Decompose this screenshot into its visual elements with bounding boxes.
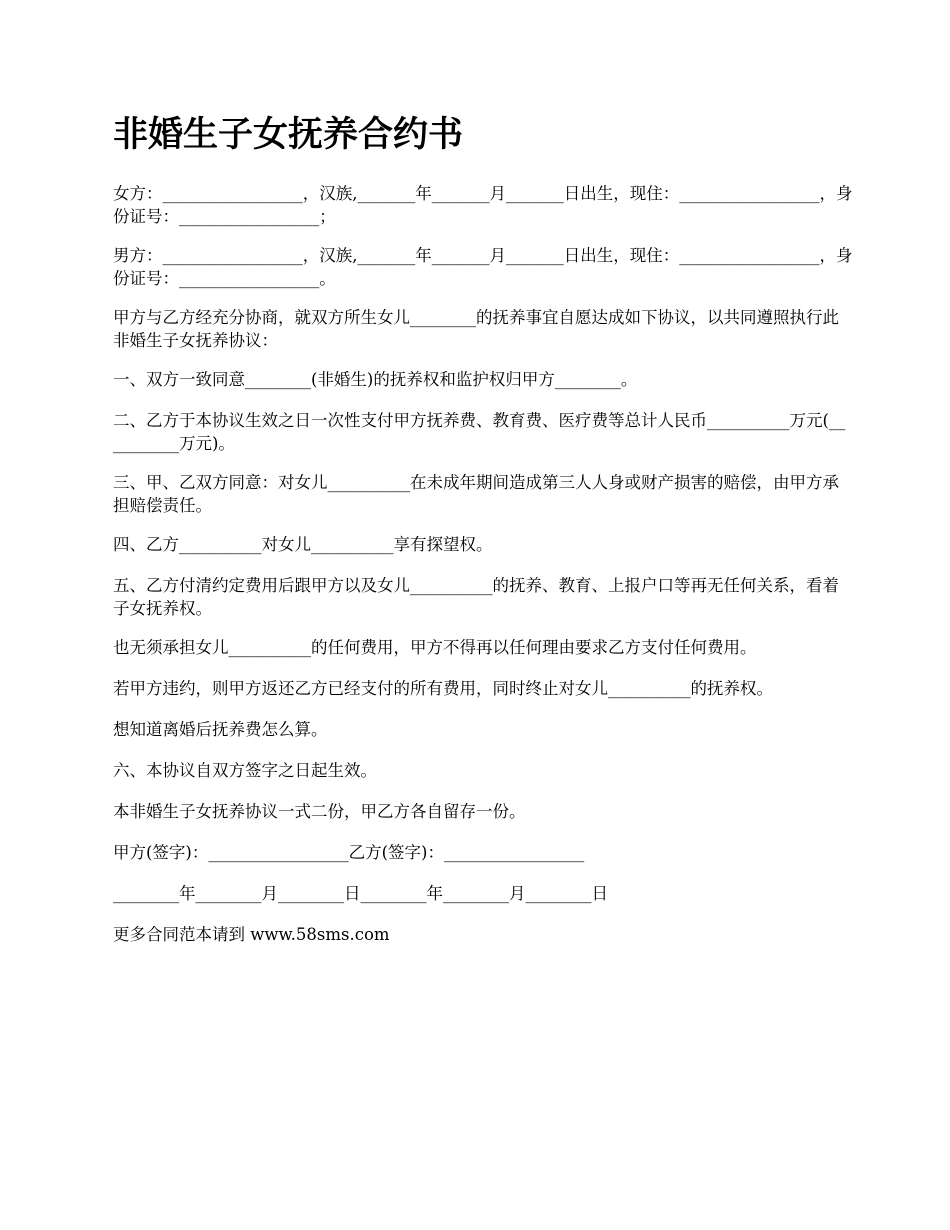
signature-line: 甲方(签字)：_________________乙方(签字)：_________________ xyxy=(113,843,585,862)
clause-4: 四、乙方__________对女儿__________享有探望权。 xyxy=(113,535,493,554)
clause-3: 三、甲、乙双方同意：对女儿__________在未成年期间造成第三人人身或财产损害的赔偿，由甲方承担赔偿责任。 xyxy=(113,473,839,515)
note-line: 想知道离婚后抚养费怎么算。 xyxy=(113,720,328,739)
clause-5: 五、乙方付清约定费用后跟甲方以及女儿__________的抚养、教育、上报户口等再无任何关系，看着子女抚养权。 xyxy=(113,576,839,618)
party-female-info: 女方：_________________，汉族,_______年_______月_______日出生，现住：_________________，身份证号：_________________； xyxy=(113,184,853,226)
clause-2: 二、乙方于本协议生效之日一次性支付甲方抚养费、教育费、医疗费等总计人民币__________万元(__________万元)。 xyxy=(113,411,846,453)
party-male-info: 男方：_________________，汉族,_______年_______月_______日出生，现住：_________________，身份证号：_________________。 xyxy=(113,246,853,288)
document-title: 非婚生子女抚养合约书 xyxy=(113,115,464,155)
date-line: ________年________月________日________年________月________日 xyxy=(113,884,608,903)
clause-1: 一、双方一致同意________(非婚生)的抚养权和监护权归甲方________。 xyxy=(113,370,638,389)
copies-clause: 本非婚生子女抚养协议一式二份，甲乙方各自留存一份。 xyxy=(113,802,526,821)
clause-6: 六、本协议自双方签字之日起生效。 xyxy=(113,761,377,780)
footer-link-text: 更多合同范本请到 www.58sms.com xyxy=(113,925,390,944)
clause-5-continued: 也无须承担女儿__________的任何费用，甲方不得再以任何理由要求乙方支付任何费用。 xyxy=(113,638,757,657)
breach-clause: 若甲方违约，则甲方返还乙方已经支付的所有费用，同时终止对女儿__________的抚养权。 xyxy=(113,679,773,698)
document-page xyxy=(113,110,853,964)
agreement-preamble: 甲方与乙方经充分协商，就双方所生女儿________的抚养事宜自愿达成如下协议，以共同遵照执行此非婚生子女抚养协议： xyxy=(113,308,839,350)
